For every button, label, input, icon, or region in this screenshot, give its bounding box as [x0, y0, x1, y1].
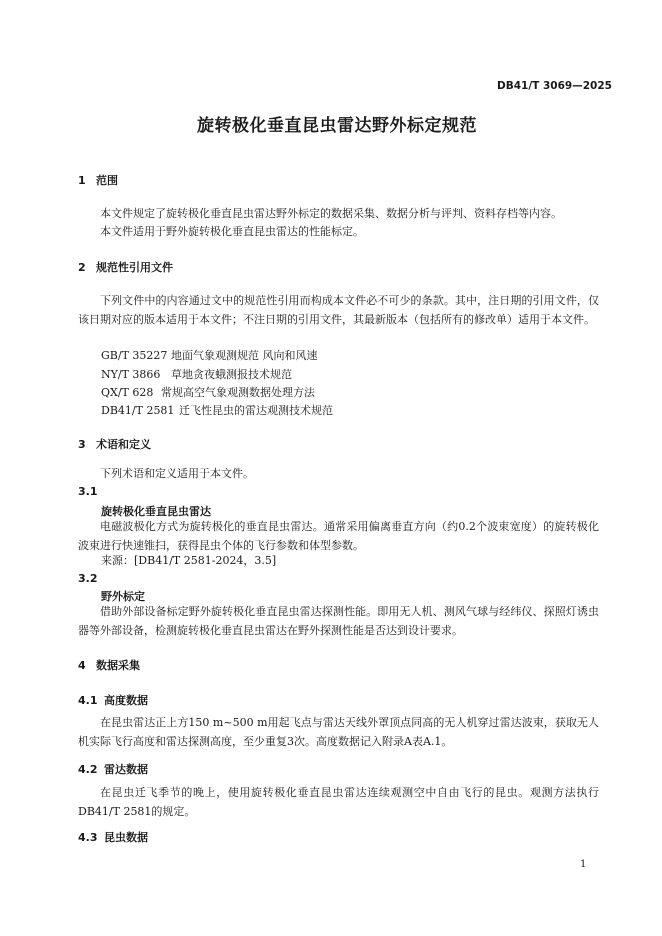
section-title: 规范性引用文件: [96, 261, 173, 274]
reference-item: [101, 347, 318, 363]
reference-title: 常规高空气象观测数据处理方法: [161, 386, 315, 399]
section-3-heading: [78, 436, 151, 452]
subsection-4-2-heading: [78, 761, 148, 777]
reference-code: DB41/T 2581: [101, 404, 175, 417]
section-number: 1: [78, 174, 86, 187]
section-4-heading: [78, 657, 140, 673]
paragraph: 在昆虫迁飞季节的晚上，使用旋转极化垂直昆虫雷达连续观测空中自由飞行的昆虫。观测方法执行DB41/T 2581的规定。: [78, 786, 599, 818]
paragraph: 下列文件中的内容通过文中的规范性引用而构成本文件必不可少的条款。其中，注日期的引用文件，仅该日期对应的版本适用于本文件；不注日期的引用文件，其最新版本（包括所有的修改单）适用于本文件。: [78, 294, 599, 326]
paragraph: 在昆虫雷达正上方150 m~500 m用起飞点与雷达天线外罩顶点同高的无人机穿过雷达波束，获取无人机实际飞行高度和雷达探测高度，至少重复3次。高度数据记入附录A表A.1。: [78, 716, 599, 748]
section-title: 数据采集: [96, 659, 140, 672]
subsection-title: 高度数据: [104, 694, 148, 707]
paragraph: 本文件规定了旋转极化垂直昆虫雷达野外标定的数据采集、数据分析与评判、资料存档等内容。: [100, 207, 562, 220]
subsection-number: 4.1: [78, 694, 98, 707]
term-definition: 电磁波极化方式为旋转极化的垂直昆虫雷达。通常采用偏离垂直方向（约0.2个波束宽度）的旋转极化波束进行快速锥扫，获得昆虫个体的飞行参数和体型参数。: [78, 520, 599, 552]
subsection-number: 4.3: [78, 831, 98, 844]
reference-code: GB/T 35227: [101, 349, 168, 362]
reference-item: [101, 366, 292, 382]
paragraph: 本文件适用于野外旋转极化垂直昆虫雷达的性能标定。: [100, 225, 364, 238]
reference-item: [101, 384, 315, 400]
term-source: 来源：[DB41/T 2581-2024，3.5]: [101, 554, 277, 567]
document-code: DB41/T 3069—2025: [497, 80, 612, 92]
reference-code: NY/T 3866: [101, 368, 161, 381]
subsection-4-3-heading: [78, 829, 148, 845]
paragraph: 下列术语和定义适用于本文件。: [100, 467, 254, 480]
section-1-heading: [78, 172, 118, 188]
section-2-heading: [78, 259, 173, 275]
section-number: 4: [78, 659, 86, 672]
section-number: 3: [78, 438, 86, 451]
section-number: 2: [78, 261, 86, 274]
subsection-title: 雷达数据: [104, 763, 148, 776]
reference-title: 地面气象观测规范 风向和风速: [171, 349, 318, 362]
reference-code: QX/T 628: [101, 386, 154, 399]
subsection-number: 4.2: [78, 763, 98, 776]
subsection-4-1-heading: [78, 692, 148, 708]
term-number: 3.1: [78, 485, 98, 498]
reference-title: 草地贪夜蛾测报技术规范: [171, 368, 292, 381]
page-number: 1: [580, 859, 587, 870]
subsection-title: 昆虫数据: [104, 831, 148, 844]
term-title: 旋转极化垂直昆虫雷达: [101, 505, 211, 518]
section-title: 范围: [96, 174, 118, 187]
reference-title: 迁飞性昆虫的雷达观测技术规范: [179, 404, 333, 417]
page-title: 旋转极化垂直昆虫雷达野外标定规范: [197, 116, 477, 136]
reference-item: [101, 402, 333, 418]
section-title: 术语和定义: [96, 438, 151, 451]
term-title: 野外标定: [101, 590, 145, 603]
term-number: 3.2: [78, 572, 98, 585]
term-definition: 借助外部设备标定野外旋转极化垂直昆虫雷达探测性能。即用无人机、测风气球与经纬仪、探照灯诱虫器等外部设备，检测旋转极化垂直昆虫雷达在野外探测性能是否达到设计要求。: [78, 605, 599, 637]
